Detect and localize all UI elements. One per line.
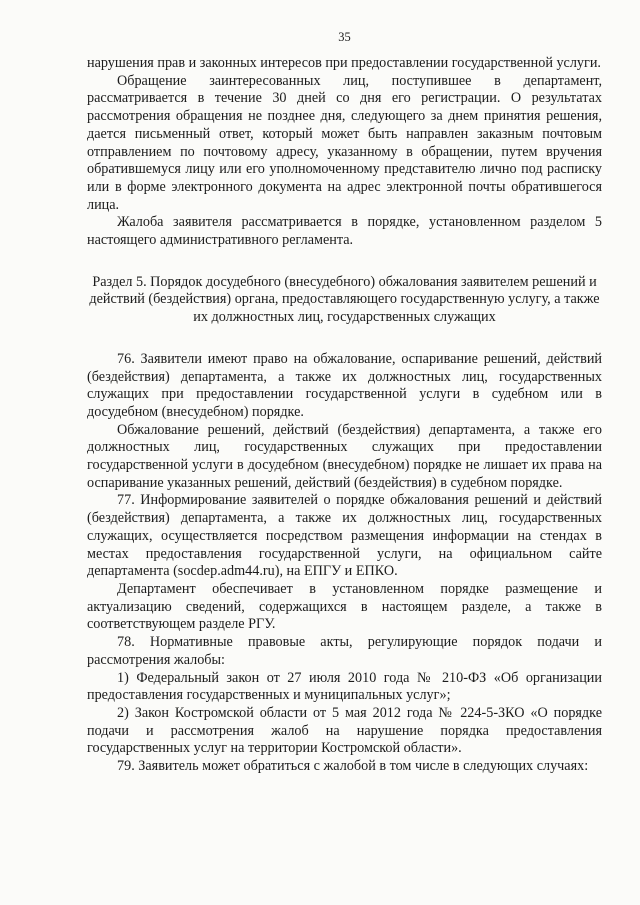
paragraph-continuation: нарушения прав и законных интересов при предоставлении государственной услуги. (87, 55, 601, 71)
paragraph-appeal-review: Обращение заинтересованных лиц, поступившее в департамент, рассматривается в течение 30 дней со дня его регистрации. О результатах рассмотрения обращения не позднее дня, следующего за днем принятия решения, дается письменный ответ, который может быть направлен заказным почтовым отправлением по почтовому адресу, указанному в обращении, путем вручения обратившемуся лицу или его уполномоченному представителю лично под расписку или в форме электронного документа на адрес электронной почты обратившегося лица. (87, 72, 602, 213)
paragraph-77: 77. Информирование заявителей о порядке обжалования решений и действий (бездействия) департамента, а также их должностных лиц, государственных служащих, осуществляется посредством размещения информации на стендах в местах предоставления государственной услуги, на официальном сайте департамента (socdep.adm44.ru), на ЕПГУ и ЕПКО. (87, 492, 602, 580)
paragraph-79: 79. Заявитель может обратиться с жалобой в том числе в следующих случаях: (117, 758, 589, 775)
page-number: 35 (338, 30, 351, 44)
paragraph-76: 76. Заявители имеют право на обжалование, оспаривание решений, действий (бездействия) департамента, а также их должностных лиц, государственных служащих при предоставлении государственной услуги в судебном или в досудебном (внесудебном) порядке. (87, 350, 602, 420)
paragraph-department-duties: Департамент обеспечивает в установленном порядке размещение и актуализацию сведений, содержащихся в настоящем разделе, а также в соответствующем разделе РГУ. (87, 580, 602, 633)
paragraph-78: 78. Нормативные правовые акты, регулирующие порядок подачи и рассмотрения жалобы: (87, 634, 602, 668)
paragraph-appeal-rights: Обжалование решений, действий (бездействия) департамента, а также его должностных лиц, государственных служащих при предоставлении государственной услуги в досудебном (внесудебном) порядке не лишает их права на оспаривание указанных решений, действий (бездействия) в судебном порядке. (87, 421, 602, 491)
list-item-federal-law: 1) Федеральный закон от 27 июля 2010 года № 210-ФЗ «Об организации предоставления государственных и муниципальных услуг»; (87, 669, 602, 704)
section-5-heading: Раздел 5. Порядок досудебного (внесудебного) обжалования заявителем решений и действий (бездействия) органа, предоставляющего государственную услугу, а также их должностных лиц, государственных служащих (89, 273, 600, 326)
paragraph-complaint-procedure: Жалоба заявителя рассматривается в порядке, установленном разделом 5 настоящего административного регламента. (87, 214, 602, 249)
list-item-regional-law: 2) Закон Костромской области от 5 мая 2012 года № 224-5-ЗКО «О порядке подачи и рассмотрения жалоб на нарушение порядка предоставления государственных услуг на территории Костромской области». (87, 704, 602, 757)
